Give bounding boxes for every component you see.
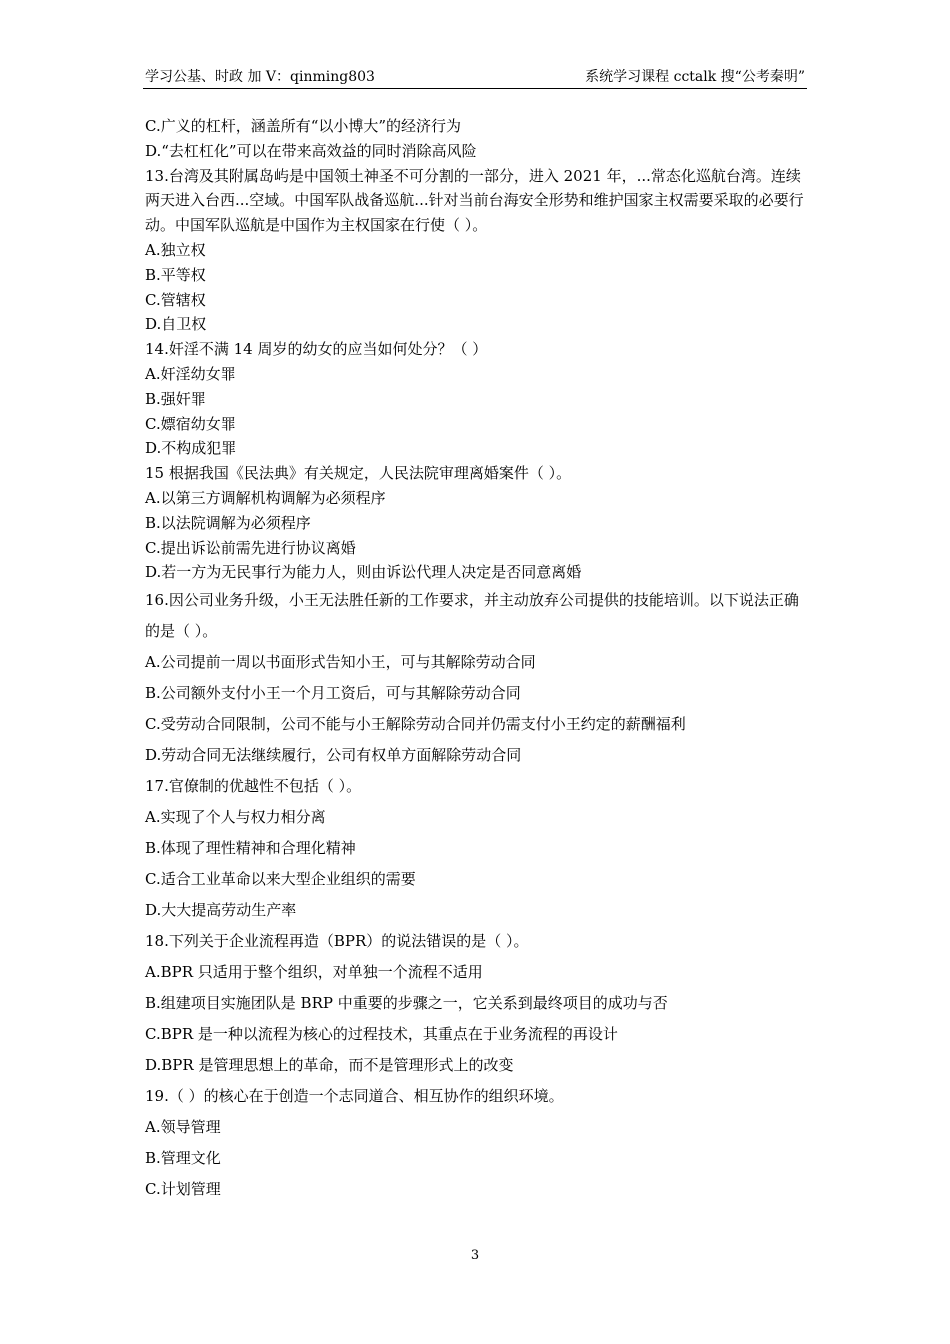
option-line: B.组建项目实施团队是 BRP 中重要的步骤之一，它关系到最终项目的成功与否 <box>145 994 668 1013</box>
option-line: A.奸淫幼女罪 <box>145 364 236 383</box>
question-13: 13.台湾及其附属岛屿是中国领土神圣不可分割的一部分，进入 2021 年，...常态化巡航台湾。连续两天进入台西...空域。中国军队战备巡航...针对当前台海安全形势和维护国家主权需要采取的必要行动。中国军队巡航是中国作为主权国家在行使（ ）。 <box>145 166 804 235</box>
page-header <box>143 62 807 89</box>
option-line: C.提出诉讼前需先进行协议离婚 <box>145 538 356 557</box>
question-16: 16.因公司业务升级，小王无法胜任新的工作要求，并主动放弃公司提供的技能培训。以下说法正确的是（ ）。 <box>145 591 799 641</box>
option-line: D.自卫权 <box>145 315 207 334</box>
option-line: A.实现了个人与权力相分离 <box>145 808 326 827</box>
question-15: 15 根据我国《民法典》有关规定，人民法院审理离婚案件（ ）。 <box>145 464 572 483</box>
option-line: A.公司提前一周以书面形式告知小王，可与其解除劳动合同 <box>145 653 536 672</box>
question-19: 19.（ ）的核心在于创造一个志同道合、相互协作的组织环境。 <box>145 1087 564 1106</box>
text-line: D.“去杠杠化”可以在带来高效益的同时消除高风险 <box>145 141 477 160</box>
option-line: D.BPR 是管理思想上的革命，而不是管理形式上的改变 <box>145 1056 514 1075</box>
option-line: A.独立权 <box>145 240 206 259</box>
option-line: B.以法院调解为必须程序 <box>145 513 311 532</box>
option-line: C.计划管理 <box>145 1180 221 1199</box>
option-line: C.受劳动合同限制，公司不能与小王解除劳动合同并仍需支付小王约定的薪酬福利 <box>145 715 686 734</box>
question-17: 17.官僚制的优越性不包括（ ）。 <box>145 777 362 796</box>
option-line: B.公司额外支付小王一个月工资后，可与其解除劳动合同 <box>145 684 521 703</box>
page-number: 3 <box>470 1248 480 1263</box>
text-line: C.广义的杠杆，涵盖所有“以小博大”的经济行为 <box>145 117 462 135</box>
option-line: B.平等权 <box>145 265 206 284</box>
option-line: B.管理文化 <box>145 1149 221 1168</box>
option-line: A.领导管理 <box>145 1118 221 1137</box>
option-line: B.体现了理性精神和合理化精神 <box>145 839 356 858</box>
document-body <box>145 114 810 1205</box>
option-line: C.管辖权 <box>145 290 206 309</box>
option-line: C.嫖宿幼女罪 <box>145 414 236 433</box>
option-line: D.不构成犯罪 <box>145 439 237 458</box>
option-line: C.BPR 是一种以流程为核心的过程技术，其重点在于业务流程的再设计 <box>145 1025 618 1044</box>
header-right-text: 系统学习课程 cctalk 搜“公考秦明” <box>585 69 805 85</box>
option-line: C.适合工业革命以来大型企业组织的需要 <box>145 870 416 889</box>
header-left-text: 学习公基、时政 加 V：qinming803 <box>145 69 375 85</box>
option-line: A.以第三方调解机构调解为必须程序 <box>145 488 386 507</box>
option-line: B.强奸罪 <box>145 389 206 408</box>
option-line: D.大大提高劳动生产率 <box>145 901 297 920</box>
question-14: 14.奸淫不满 14 周岁的幼女的应当如何处分？（ ） <box>145 340 488 359</box>
option-line: D.劳动合同无法继续履行，公司有权单方面解除劳动合同 <box>145 746 522 765</box>
option-line: A.BPR 只适用于整个组织，对单独一个流程不适用 <box>145 963 483 982</box>
option-line: D.若一方为无民事行为能力人，则由诉讼代理人决定是否同意离婚 <box>145 563 582 582</box>
question-18: 18.下列关于企业流程再造（BPR）的说法错误的是（ ）。 <box>145 932 529 951</box>
